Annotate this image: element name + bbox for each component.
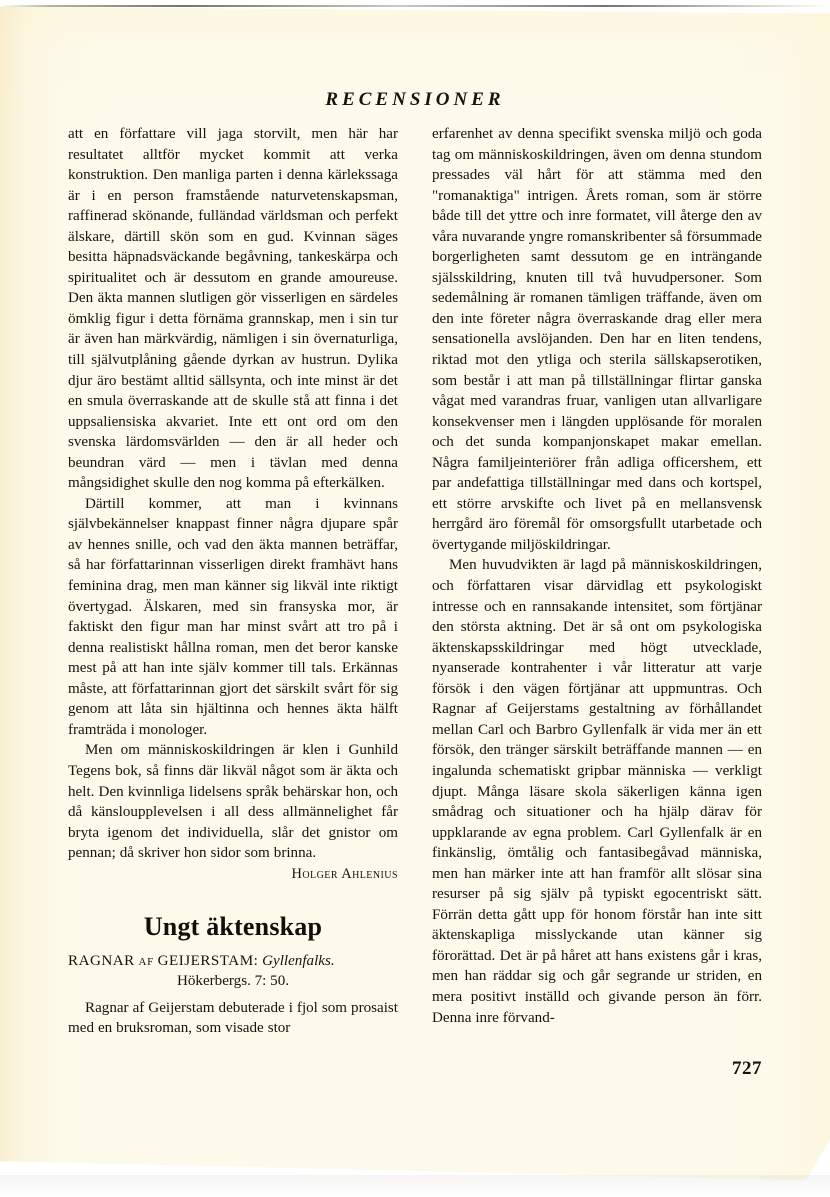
- bibliographic-line: [68, 951, 398, 992]
- paragraph: Men om människoskildringen är klen i Gunhild Tegens bok, så finns där likväl något som är äkta och helt. Den kvinnliga lidelsens språk behärskar hon, och då känsloupplevelsen i all dess allmännelighet får bryta igenom det individuella, slår det gnistor om pennan; då skriver hon sidor som brinna.: [68, 742, 398, 862]
- bib-connector: af: [138, 952, 154, 969]
- bib-author-first: RAGNAR: [68, 952, 135, 969]
- paragraph: att en författare vill jaga storvilt, men här har resultatet alltför mycket kommit att verka konstruktion. Den manliga parten i denna kärlekssaga är i en person framstående naturvetenskapsman, raffinerad skönande, fulländad världsman och perfekt älskare, därtill skön som en gud. Kvinnan säges besitta häpnadsväckande begåvning, tankeskärpa och spiritualitet och är dessutom en grande amoureuse. Den äkta mannen slutligen gör visserligen en särdeles ömklig figur i detta förnäma grannskap, men i sin tur är även han märkvärdig, nämligen i sin övernaturliga, till självutplåning gående dyrkan av hustrun. Dylika djur äro bestämt alltid sällsynta, och inte minst är det en smula överraskande att de skulle stå att finna i det uppsaliensiska akvariet. Inte ett ont ord om den svenska lärdomsvärlden — den är all heder och beundran värd — men i tävlan med denna mångsidighet skulle den nog komma på efterkälken.: [68, 126, 398, 492]
- right-column: [432, 124, 762, 1039]
- running-head: RECENSIONER: [325, 89, 505, 110]
- paragraph: erfarenhet av denna specifikt svenska miljö och goda tag om människoskildringen, även om denna stundom pressades väl hårt för att stämma med den "romanaktiga" intrigen. Årets roman, som är större både till det yttre och inre formatet, vill återge den av våra nuvarande yngre romanskribenter så försummade borgerligheten samt dessutom ge en inträngande själsskildring, knuten till två huvudpersoner. Som sedemålning är romanen tämligen träffande, även om den inte företer några överraskande drag eller mera sensationella avslöjanden. Den har en liten tendens, riktad mot den ytliga och sterila sällskapserotiken, som består i att man på tillställningar flirtar ganska vågat med varandras fruar, vanligen utan allvarligare konsekvenser men i längden upplösande för moralen och det sunda kompanjonskapet makar emellan. Några familjeinteriörer från adliga officershem, ett par andefattiga tillställningar med dans och kortspel, ett större arvskifte och livet på en mellansvensk herrgård äro föremål för omsorgsfullt utarbetade och övertygande miljöskildringar.: [432, 126, 762, 553]
- paragraph: Men huvudvikten är lagd på människoskildringen, och författaren visar därvidlag ett psykologiskt intresse och en rannsakande intensitet, som förtjänar den största aktning. Det är så ont om psykologiska äktenskapsskildringar med högt utvecklade, nyanserade kontrahenter i vår litteratur att varje försök i den vägen förtjänar att uppmuntras. Och Ragnar af Geijerstams gestaltning av förhållandet mellan Carl och Barbro Gyllenfalk är vida mer än ett försök, den tränger särskilt beträffande mannen — en ingalunda schematiskt gripbar människa — verkligt djupt. Många läsare skola säkerligen känna igen smådrag och situationer och ha hjälp därav för uppklarande av egna problem. Carl Gyllenfalk är en finkänslig, ömtålig och fantasibegåvad människa, men han märker inte att han framför allt slösar sina resurser på sig själv på typiskt egocentriskt sätt. Förrän detta gått upp för honom förstår han inte sitt äktenskapliga misslyckande utan känner sig förorättad. Det är på håret att hans existens går i kras, men han räddar sig och går segrande ur striden, en mera positivt inställd och givande person än förr. Denna inre förvand-: [432, 557, 762, 1026]
- review-signature: Holger Ahlenius: [291, 865, 398, 882]
- paragraph: Därtill kommer, att man i kvinnans självbekännelser knappast finner några djupare spår av hennes snille, och vad den äkta mannen beträffar, så har författarinnan visserligen direkt framhävt hans feminina drag, men man känner sig likväl inte riktigt övertygad. Älskaren, med sin fransyska mor, är faktiskt den figur man har minst svårt att tro på i denna realistiskt hållna roman, men det beror kanske mest på att han inte själv kommer till tals. Erkännas måste, att författarinnan gjort det särskilt svårt för sig genom att låta sin hjältinna och hennes äkta hälft framträda i monologer.: [68, 495, 398, 738]
- bib-work-title: Gyllenfalks.: [262, 952, 335, 969]
- paragraph: Ragnar af Geijerstam debuterade i fjol som prosaist med en bruksroman, som visade stor: [68, 999, 398, 1037]
- page-number: 727: [732, 1058, 762, 1079]
- bib-publisher-price: Hökerbergs. 7: 50.: [176, 973, 290, 990]
- two-column-text-body: [68, 124, 762, 1039]
- article-title: Ungt äktenskap: [143, 911, 323, 941]
- bib-author-surname: GEIJERSTAM:: [157, 952, 259, 969]
- left-column: [68, 124, 398, 1039]
